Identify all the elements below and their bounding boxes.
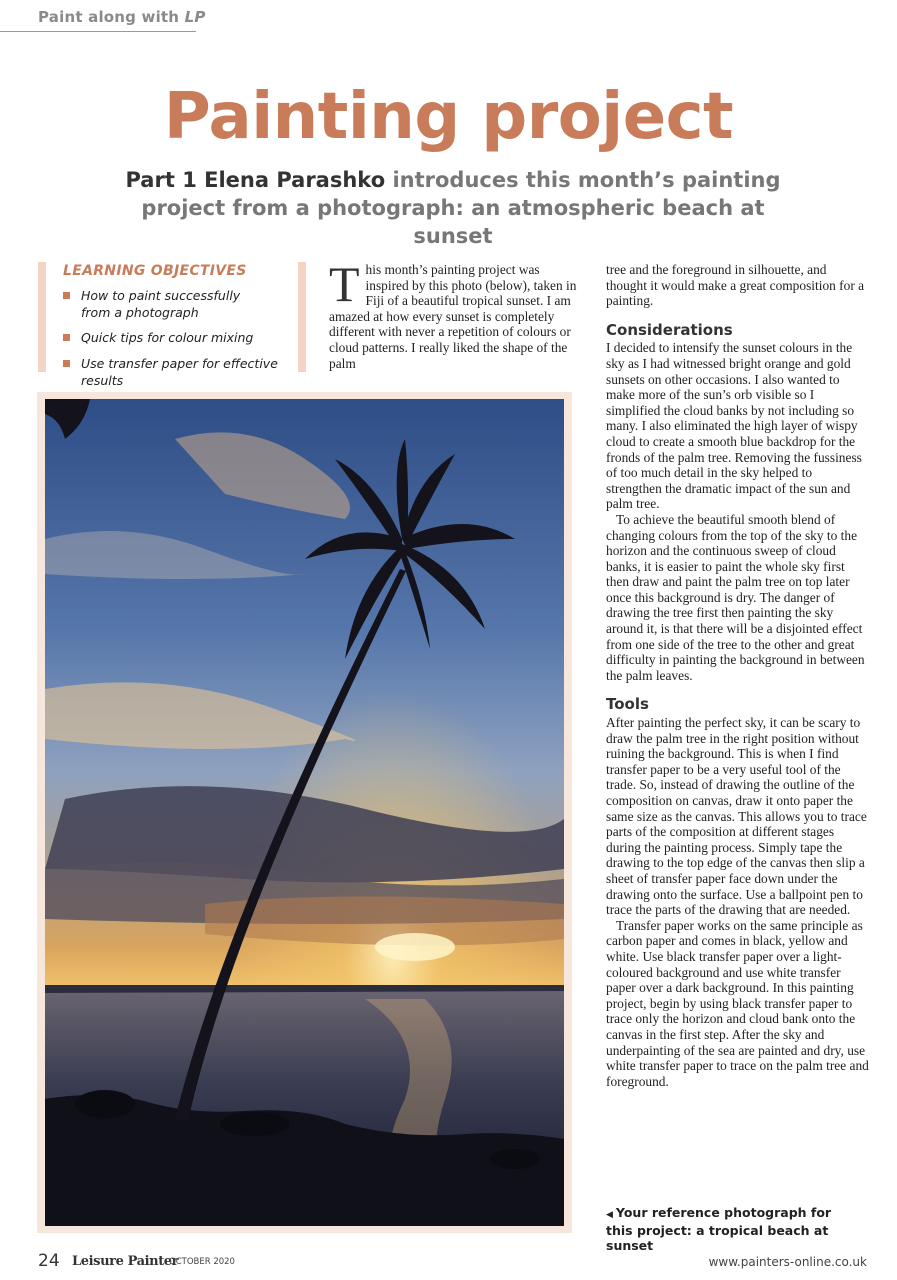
objective-text: Quick tips for colour mixing bbox=[81, 330, 254, 345]
page-number: 24 bbox=[38, 1251, 60, 1271]
intro-continued: tree and the foreground in silhouette, and thought it would make a great composition for a painting. bbox=[606, 262, 865, 309]
section-tag-text: Paint along with bbox=[38, 8, 180, 26]
photo-caption bbox=[606, 1205, 856, 1253]
objective-item bbox=[63, 329, 283, 346]
bullet-square-icon bbox=[63, 292, 70, 299]
drop-cap: T bbox=[329, 256, 360, 312]
tools-paragraph-1: After painting the perfect sky, it can be scary to draw the palm tree in the right position without ruining the background. This is when I find transfer paper to be a very useful tool of the trade. So, instead of drawing the outline of the composition on canvas, draw it onto paper the same size as the canvas. This allows you to trace parts of the composition at different stages during the painting process. Simply tape the drawing to the top edge of the canvas then slip a sheet of transfer paper face down under the drawing onto the surface. Use a ballpoint pen to trace the parts of the drawing that are needed. bbox=[606, 715, 867, 918]
subtitle-description: introduces this month’s painting project from a photograph: an atmospheric beach at sunset bbox=[141, 168, 781, 248]
tools-paragraph-2: Transfer paper works on the same principle as carbon paper and comes in black, yellow and white. Use black transfer paper over a light-coloured background and use white transfer paper over a dark background. In this painting project, begin by using black transfer paper to trace only the horizon and cloud bank onto the canvas in the first step. After the sky and underpainting of the sea are painted and dry, use white transfer paper to trace on the palm tree and foreground. bbox=[606, 917, 869, 1089]
intro-paragraph: his month’s painting project was inspired by this photo (below), taken in Fiji of a beautiful tropical sunset. I am amazed at how every sunset is completely different with never a repetition of colours or cloud patterns. I really liked the shape of the palm bbox=[329, 262, 577, 371]
subtitle-author: Part 1 Elena Parashko bbox=[125, 168, 386, 192]
intro-column bbox=[329, 256, 581, 371]
section-tag-emphasis: LP bbox=[184, 8, 206, 26]
bullet-square-icon bbox=[63, 334, 70, 341]
objective-item bbox=[63, 287, 263, 321]
objectives-heading: LEARNING OBJECTIVES bbox=[63, 263, 247, 279]
photo-frame bbox=[37, 392, 572, 1233]
learning-objectives bbox=[38, 262, 306, 388]
tools-heading: Tools bbox=[606, 695, 649, 714]
considerations-paragraph-2: To achieve the beautiful smooth blend of changing colours from the top of the sky to the horizon and the continuous sweep of cloud banks, it is easier to paint the whole sky first then draw and paint the palm tree on top later once this background is dry. The danger of drawing the tree first then painting the sky around it, is that there will be a disjointed effect from one side of the tree to the other and great difficulty in painting the background in between the palm leaves. bbox=[606, 511, 865, 683]
objective-text: Use transfer paper for effective results bbox=[81, 356, 278, 388]
section-tag bbox=[38, 8, 206, 26]
magazine-logo: Leisure Painter bbox=[72, 1254, 179, 1269]
objective-text: How to paint successfully from a photograph bbox=[81, 288, 241, 320]
caption-text: Your reference photograph for this project: a tropical beach at sunset bbox=[606, 1205, 832, 1253]
caption-arrow-icon: ◀ bbox=[606, 1210, 613, 1220]
bullet-square-icon bbox=[63, 360, 70, 367]
issue-date: OCTOBER 2020 bbox=[169, 1257, 235, 1267]
objectives-bar-left bbox=[38, 262, 46, 372]
reference-photo bbox=[45, 399, 564, 1226]
article-subtitle bbox=[100, 166, 806, 250]
website-url: www.painters-online.co.uk bbox=[708, 1255, 867, 1269]
section-rule bbox=[0, 31, 196, 32]
considerations-paragraph-1: I decided to intensify the sunset colours in the sky as I had witnessed bright orange and gold sunsets on other occasions. I also wanted to make more of the sun’s orb visible so I simplified the cloud banks by not including so many. I also eliminated the high layer of wispy cloud to create a smooth blue backdrop for the fronds of the palm tree. Removing the fussiness of too much detail in the sky helped to strengthen the dramatic impact of the sun and palm tree. bbox=[606, 340, 862, 512]
article-title: Painting project bbox=[163, 80, 734, 154]
right-column bbox=[606, 262, 869, 1089]
objective-item bbox=[63, 355, 303, 389]
considerations-heading: Considerations bbox=[606, 320, 733, 339]
sunset-palm-image bbox=[45, 399, 564, 1226]
